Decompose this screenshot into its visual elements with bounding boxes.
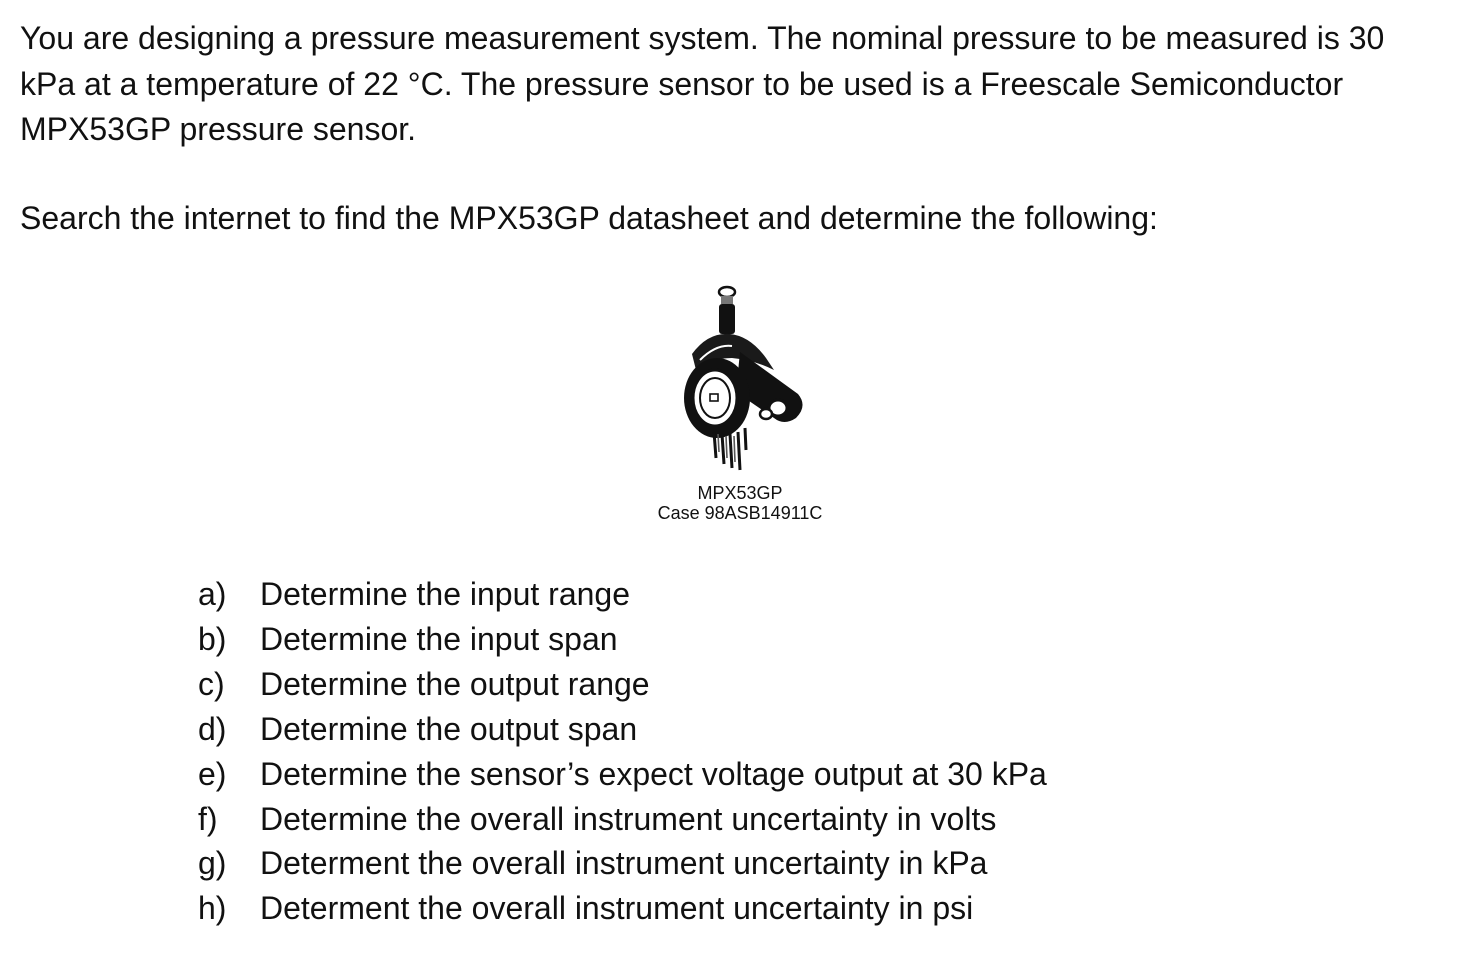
intro-line-1: You are designing a pressure measurement system. The nominal pressure to be measured is 30: [20, 20, 1385, 56]
question-list: [198, 572, 1047, 931]
item-marker: d): [198, 710, 227, 747]
item-text: Determine the output span: [260, 710, 638, 747]
intro-paragraph: [20, 16, 1460, 153]
item-text: Determine the input span: [260, 620, 618, 657]
item-marker: c): [198, 665, 225, 702]
item-marker: b): [198, 620, 227, 657]
item-text: Determine the input range: [260, 576, 630, 612]
list-item: [198, 707, 1047, 752]
item-marker: a): [198, 576, 227, 612]
list-item: [198, 841, 1047, 886]
intro-line-2: kPa at a temperature of 22 °C. The pressure sensor to be used is a Freescale Semiconductor: [20, 65, 1344, 102]
list-item: [198, 662, 1047, 707]
list-item: [198, 752, 1047, 797]
item-marker: h): [198, 890, 227, 927]
item-marker: g): [198, 845, 227, 882]
intro-line-3: MPX53GP pressure sensor.: [20, 111, 417, 147]
list-item: [198, 886, 1047, 931]
item-text: Determine the output range: [260, 665, 650, 702]
item-text: Determent the overall instrument uncertainty in psi: [260, 890, 974, 927]
search-instruction: Search the internet to find the MPX53GP datasheet and determine the following:: [20, 200, 1158, 236]
item-marker: f): [198, 800, 218, 837]
item-text: Determine the sensor’s expect voltage output at 30 kPa: [260, 755, 1047, 792]
sensor-figure: [640, 282, 840, 527]
item-text: Determine the overall instrument uncertainty in volts: [260, 800, 997, 837]
list-item: [198, 797, 1047, 842]
figure-part-number: MPX53GP: [697, 483, 783, 503]
figure-case-label: Case 98ASB14911C: [657, 503, 823, 523]
list-item: [198, 617, 1047, 662]
item-marker: e): [198, 755, 227, 792]
pressure-sensor-icon: [670, 282, 810, 477]
item-text: Determent the overall instrument uncertainty in kPa: [260, 845, 988, 882]
list-item: [198, 572, 1047, 617]
